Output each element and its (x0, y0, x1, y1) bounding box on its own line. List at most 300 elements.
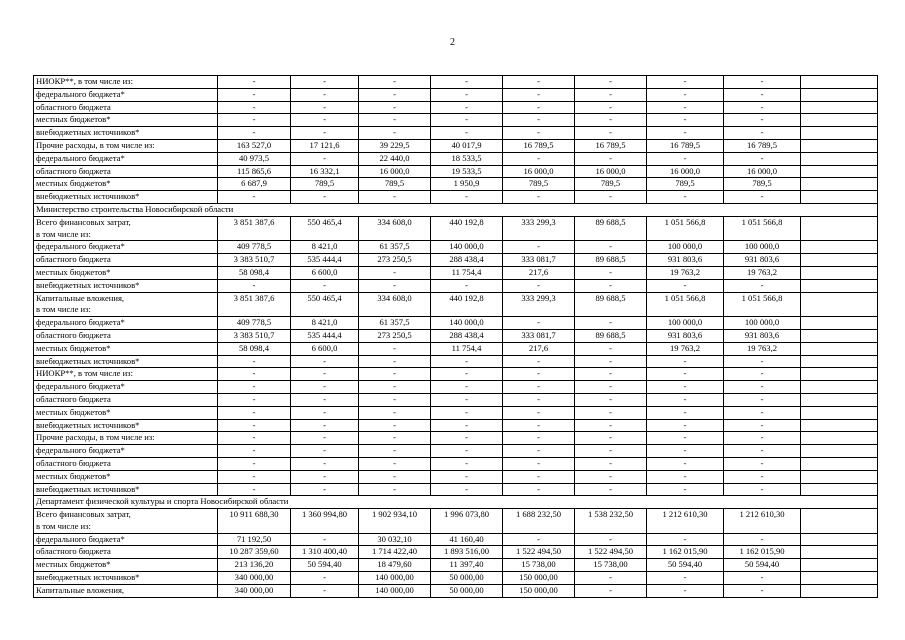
value-cell: 163 527,0 (218, 139, 291, 152)
value-cell (801, 457, 878, 470)
value-cell: 100 000,0 (724, 241, 801, 254)
value-cell: - (647, 406, 724, 419)
value-cell: 16 000,0 (575, 165, 647, 178)
row-label-text: Прочие расходы, в том числе из: (36, 139, 155, 150)
row-label-text: областного бюджета (36, 254, 111, 265)
row-label-text: местных бюджетов* (36, 406, 111, 417)
value-cell: - (647, 114, 724, 127)
value-cell (801, 254, 878, 267)
row-label-text: областного бюджета (36, 165, 111, 176)
row-label-text: федерального бюджета* (36, 152, 125, 163)
row-label-text: местных бюджетов* (36, 342, 111, 353)
table-row (34, 101, 878, 114)
value-cell: - (359, 432, 431, 445)
row-label-text: федерального бюджета* (36, 241, 125, 252)
row-label-text: областного бюджета (36, 393, 111, 404)
value-cell: - (724, 88, 801, 101)
value-cell: 61 357,5 (359, 317, 431, 330)
row-label-text: федерального бюджета* (36, 88, 125, 99)
value-cell: - (724, 191, 801, 204)
value-cell: - (431, 355, 503, 368)
value-cell: - (218, 457, 291, 470)
value-cell: 40 017,9 (431, 139, 503, 152)
value-cell: - (647, 393, 724, 406)
value-cell: 288 438,4 (431, 329, 503, 342)
value-cell: 50 000,00 (431, 584, 503, 597)
value-cell: - (359, 266, 431, 279)
value-cell: 50 594,40 (724, 559, 801, 572)
row-label (34, 191, 218, 204)
value-cell: 931 803,6 (724, 254, 801, 267)
row-label-text: внебюджетных источников* (36, 191, 140, 202)
value-cell: 50 594,40 (291, 559, 359, 572)
value-cell: 11 754,4 (431, 266, 503, 279)
value-cell: 8 421,0 (291, 317, 359, 330)
value-cell: - (575, 342, 647, 355)
row-label-text: федерального бюджета* (36, 381, 125, 392)
value-cell: - (503, 483, 575, 496)
value-cell: 15 738,00 (503, 559, 575, 572)
value-cell: - (431, 368, 503, 381)
value-cell: - (359, 406, 431, 419)
value-cell: - (291, 483, 359, 496)
value-cell: 217,6 (503, 266, 575, 279)
value-cell: - (724, 368, 801, 381)
row-label-text: местных бюджетов* (36, 178, 111, 189)
value-cell: 58 098,4 (218, 266, 291, 279)
row-label (34, 241, 218, 254)
value-cell (801, 114, 878, 127)
value-cell: 6 600,0 (291, 342, 359, 355)
value-cell: - (724, 457, 801, 470)
value-cell: 1 538 232,50 (575, 509, 647, 534)
value-cell: 19 763,2 (647, 342, 724, 355)
value-cell: - (503, 88, 575, 101)
value-cell: 334 608,0 (359, 216, 431, 241)
row-label-text: внебюджетных источников* (36, 483, 140, 494)
value-cell: 1 051 566,8 (647, 292, 724, 317)
value-cell: - (503, 355, 575, 368)
table-row (34, 432, 878, 445)
row-label (34, 572, 218, 585)
value-cell: - (724, 572, 801, 585)
row-label-text: областного бюджета (36, 457, 111, 468)
value-cell: - (359, 445, 431, 458)
value-cell: - (291, 152, 359, 165)
value-cell: - (291, 572, 359, 585)
table-row (34, 419, 878, 432)
value-cell: - (503, 381, 575, 394)
value-cell: 535 444,4 (291, 254, 359, 267)
value-cell: 19 763,2 (647, 266, 724, 279)
value-cell: 89 688,5 (575, 254, 647, 267)
value-cell: - (503, 393, 575, 406)
value-cell: - (503, 241, 575, 254)
table-row (34, 127, 878, 140)
value-cell: 89 688,5 (575, 292, 647, 317)
value-cell: - (575, 101, 647, 114)
value-cell: 15 738,00 (575, 559, 647, 572)
value-cell: - (431, 445, 503, 458)
value-cell: - (291, 393, 359, 406)
row-label (34, 165, 218, 178)
value-cell: 550 465,4 (291, 292, 359, 317)
table-row (34, 139, 878, 152)
value-cell: - (431, 114, 503, 127)
value-cell: - (431, 88, 503, 101)
table-row (34, 559, 878, 572)
value-cell: 789,5 (291, 178, 359, 191)
value-cell: - (291, 76, 359, 89)
value-cell: - (724, 114, 801, 127)
value-cell: 11 397,40 (431, 559, 503, 572)
row-label-text: Всего финансовых затрат, (36, 509, 131, 520)
value-cell: 58 098,4 (218, 342, 291, 355)
value-cell: - (724, 406, 801, 419)
table-row (34, 114, 878, 127)
value-cell: - (218, 406, 291, 419)
table-body (34, 76, 878, 598)
value-cell: 89 688,5 (575, 216, 647, 241)
value-cell: 1 051 566,8 (647, 216, 724, 241)
value-cell: - (575, 127, 647, 140)
value-cell (801, 381, 878, 394)
section-title: Министерство строительства Новосибирской области (34, 203, 878, 216)
value-cell: - (575, 470, 647, 483)
value-cell: - (503, 533, 575, 546)
value-cell: 100 000,0 (647, 317, 724, 330)
value-cell: - (359, 101, 431, 114)
value-cell: 50 000,00 (431, 572, 503, 585)
value-cell (801, 342, 878, 355)
row-label-text: Капитальные вложения, (36, 292, 125, 303)
value-cell: - (431, 483, 503, 496)
value-cell: - (647, 457, 724, 470)
value-cell: 16 000,0 (647, 165, 724, 178)
value-cell (801, 368, 878, 381)
value-cell: - (647, 279, 724, 292)
value-cell: 3 851 387,6 (218, 216, 291, 241)
table-row (34, 572, 878, 585)
value-cell: 89 688,5 (575, 329, 647, 342)
value-cell (801, 88, 878, 101)
table-row (34, 445, 878, 458)
value-cell: 3 851 387,6 (218, 292, 291, 317)
value-cell: - (647, 419, 724, 432)
value-cell: - (291, 114, 359, 127)
value-cell: 931 803,6 (647, 329, 724, 342)
table-row (34, 292, 878, 317)
value-cell (801, 483, 878, 496)
value-cell: - (575, 114, 647, 127)
value-cell: - (575, 368, 647, 381)
row-label (34, 559, 218, 572)
value-cell: - (431, 127, 503, 140)
value-cell: 16 332,1 (291, 165, 359, 178)
value-cell: - (359, 368, 431, 381)
value-cell: 1 212 610,30 (724, 509, 801, 534)
value-cell: - (575, 584, 647, 597)
value-cell: 1 162 015,90 (724, 546, 801, 559)
value-cell: - (218, 279, 291, 292)
value-cell: 931 803,6 (724, 329, 801, 342)
value-cell: 30 032,10 (359, 533, 431, 546)
value-cell: 789,5 (503, 178, 575, 191)
value-cell: - (218, 368, 291, 381)
section-header-row (34, 496, 878, 509)
value-cell: 1 893 516,00 (431, 546, 503, 559)
value-cell (801, 241, 878, 254)
value-cell: - (291, 355, 359, 368)
value-cell: - (218, 381, 291, 394)
value-cell (801, 406, 878, 419)
value-cell: - (291, 445, 359, 458)
row-label-continuation: в том числе из: (36, 520, 91, 531)
value-cell: - (647, 432, 724, 445)
value-cell: - (291, 127, 359, 140)
row-label (34, 178, 218, 191)
row-label (34, 368, 218, 381)
value-cell: 1 360 994,80 (291, 509, 359, 534)
value-cell: - (359, 279, 431, 292)
financing-table (33, 75, 878, 598)
value-cell (801, 279, 878, 292)
value-cell: 71 192,50 (218, 533, 291, 546)
value-cell: - (647, 483, 724, 496)
value-cell: - (359, 127, 431, 140)
table-row (34, 406, 878, 419)
row-label-text: Прочие расходы, в том числе из: (36, 432, 155, 443)
row-label-text: федерального бюджета* (36, 533, 125, 544)
value-cell: - (647, 152, 724, 165)
value-cell: - (503, 76, 575, 89)
value-cell: 16 789,5 (503, 139, 575, 152)
value-cell: - (647, 381, 724, 394)
value-cell: - (575, 152, 647, 165)
table-row (34, 88, 878, 101)
page-number: 2 (450, 37, 455, 48)
value-cell (801, 432, 878, 445)
value-cell: 150 000,00 (503, 572, 575, 585)
row-label-text: Всего финансовых затрат, (36, 216, 131, 227)
table-row (34, 254, 878, 267)
value-cell: 16 789,5 (647, 139, 724, 152)
value-cell (801, 572, 878, 585)
row-label (34, 342, 218, 355)
value-cell: - (647, 584, 724, 597)
table-row (34, 381, 878, 394)
value-cell (801, 76, 878, 89)
row-label-text: местных бюджетов* (36, 559, 111, 570)
value-cell: - (724, 483, 801, 496)
value-cell: 1 310 400,40 (291, 546, 359, 559)
table-row (34, 355, 878, 368)
value-cell: - (431, 432, 503, 445)
value-cell: - (218, 432, 291, 445)
value-cell: - (647, 533, 724, 546)
value-cell: - (575, 317, 647, 330)
value-cell: - (431, 419, 503, 432)
value-cell: - (575, 432, 647, 445)
value-cell: 931 803,6 (647, 254, 724, 267)
table-row (34, 470, 878, 483)
value-cell: - (503, 419, 575, 432)
value-cell: - (359, 483, 431, 496)
value-cell: - (291, 368, 359, 381)
value-cell: - (431, 101, 503, 114)
value-cell: - (647, 445, 724, 458)
row-label-text: внебюджетных источников* (36, 279, 140, 290)
value-cell (801, 470, 878, 483)
value-cell (801, 584, 878, 597)
table-row (34, 266, 878, 279)
table-row (34, 165, 878, 178)
value-cell: - (503, 406, 575, 419)
value-cell: 61 357,5 (359, 241, 431, 254)
value-cell: - (431, 76, 503, 89)
value-cell: 1 714 422,40 (359, 546, 431, 559)
value-cell: - (647, 191, 724, 204)
value-cell (801, 127, 878, 140)
value-cell: - (291, 432, 359, 445)
value-cell: - (724, 533, 801, 546)
value-cell: 789,5 (575, 178, 647, 191)
value-cell: - (647, 368, 724, 381)
row-label (34, 457, 218, 470)
value-cell: - (575, 266, 647, 279)
value-cell: - (724, 127, 801, 140)
value-cell: - (575, 191, 647, 204)
value-cell: 140 000,0 (431, 241, 503, 254)
section-header-row (34, 203, 878, 216)
table-row (34, 317, 878, 330)
value-cell: 535 444,4 (291, 329, 359, 342)
value-cell: - (724, 445, 801, 458)
value-cell: - (724, 470, 801, 483)
value-cell: - (503, 279, 575, 292)
value-cell (801, 266, 878, 279)
value-cell (801, 178, 878, 191)
value-cell: - (724, 381, 801, 394)
table-row (34, 152, 878, 165)
value-cell: - (359, 419, 431, 432)
value-cell: 16 789,5 (724, 139, 801, 152)
value-cell: 1 522 494,50 (575, 546, 647, 559)
row-label (34, 317, 218, 330)
value-cell: 340 000,00 (218, 584, 291, 597)
value-cell (801, 191, 878, 204)
value-cell: - (291, 419, 359, 432)
value-cell: 40 973,5 (218, 152, 291, 165)
value-cell (801, 101, 878, 114)
value-cell: 333 299,3 (503, 216, 575, 241)
row-label (34, 88, 218, 101)
value-cell: - (724, 76, 801, 89)
value-cell: 8 421,0 (291, 241, 359, 254)
value-cell: 19 533,5 (431, 165, 503, 178)
table-row (34, 546, 878, 559)
row-label-continuation: в том числе из: (36, 304, 91, 315)
value-cell: 440 192,8 (431, 216, 503, 241)
value-cell: - (575, 572, 647, 585)
value-cell: - (359, 88, 431, 101)
value-cell: - (503, 152, 575, 165)
value-cell (801, 292, 878, 317)
value-cell: 11 754,4 (431, 342, 503, 355)
value-cell: - (218, 393, 291, 406)
value-cell: - (359, 342, 431, 355)
row-label (34, 329, 218, 342)
value-cell: - (724, 584, 801, 597)
value-cell: 140 000,00 (359, 572, 431, 585)
value-cell: 1 522 494,50 (503, 546, 575, 559)
row-label (34, 292, 218, 317)
row-label (34, 76, 218, 89)
value-cell: - (724, 355, 801, 368)
value-cell: - (724, 279, 801, 292)
value-cell: - (359, 470, 431, 483)
value-cell: 3 383 510,7 (218, 254, 291, 267)
value-cell: 273 250,5 (359, 254, 431, 267)
value-cell (801, 152, 878, 165)
value-cell: - (291, 88, 359, 101)
value-cell: - (575, 381, 647, 394)
value-cell: - (218, 470, 291, 483)
value-cell: 288 438,4 (431, 254, 503, 267)
value-cell: 550 465,4 (291, 216, 359, 241)
value-cell: 217,6 (503, 342, 575, 355)
row-label (34, 266, 218, 279)
value-cell: 16 789,5 (575, 139, 647, 152)
table-row (34, 279, 878, 292)
value-cell: 100 000,0 (724, 317, 801, 330)
row-label (34, 483, 218, 496)
value-cell: - (431, 381, 503, 394)
value-cell: 1 212 610,30 (647, 509, 724, 534)
table-row (34, 368, 878, 381)
value-cell (801, 216, 878, 241)
value-cell: - (647, 88, 724, 101)
value-cell: - (575, 393, 647, 406)
row-label-text: областного бюджета (36, 101, 111, 112)
value-cell: - (291, 584, 359, 597)
value-cell: - (575, 533, 647, 546)
value-cell: - (218, 355, 291, 368)
value-cell: - (647, 470, 724, 483)
table-row (34, 216, 878, 241)
row-label (34, 355, 218, 368)
row-label-text: внебюджетных источников* (36, 127, 140, 138)
value-cell: 18 479,60 (359, 559, 431, 572)
value-cell: - (503, 445, 575, 458)
value-cell: - (359, 381, 431, 394)
value-cell: 16 000,0 (724, 165, 801, 178)
row-label (34, 139, 218, 152)
value-cell: 789,5 (724, 178, 801, 191)
value-cell: - (575, 406, 647, 419)
value-cell (801, 445, 878, 458)
value-cell: - (575, 76, 647, 89)
value-cell: - (291, 406, 359, 419)
value-cell (801, 546, 878, 559)
value-cell: - (503, 317, 575, 330)
value-cell: - (218, 483, 291, 496)
row-label (34, 546, 218, 559)
value-cell: - (218, 76, 291, 89)
row-label (34, 127, 218, 140)
row-label (34, 279, 218, 292)
value-cell: 213 136,20 (218, 559, 291, 572)
